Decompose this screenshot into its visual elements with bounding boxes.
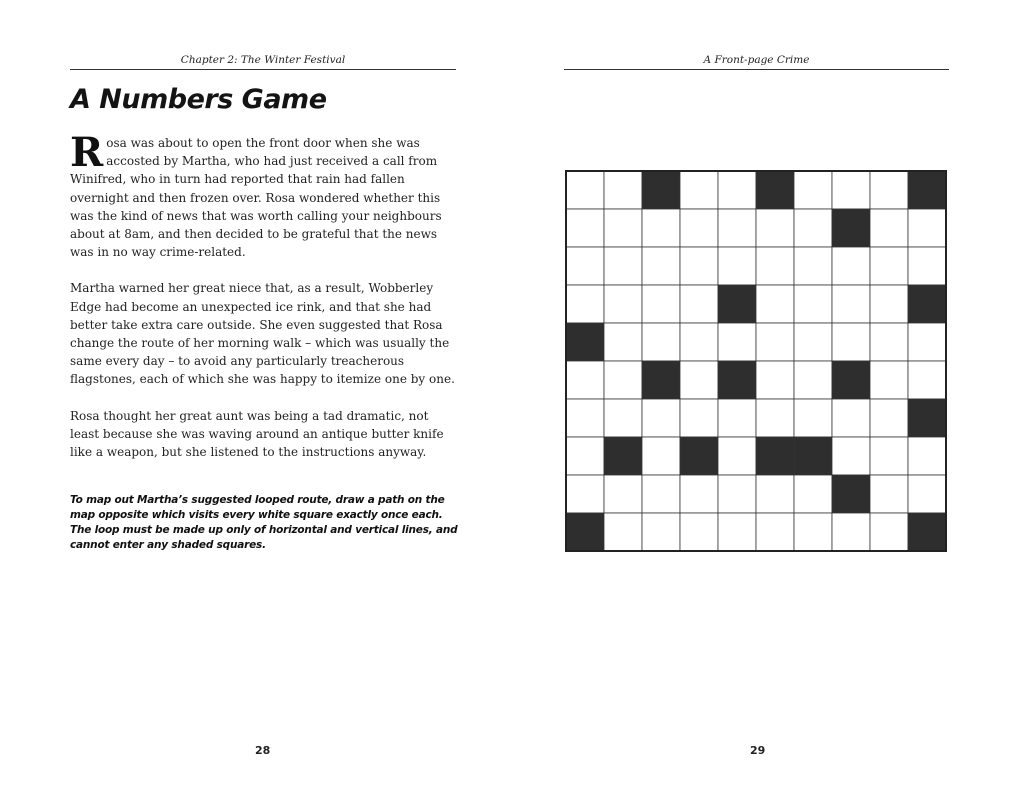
white-cell[interactable] (566, 285, 604, 323)
white-cell[interactable] (680, 361, 718, 399)
white-cell[interactable] (756, 399, 794, 437)
page-number-right: 29 (750, 744, 766, 757)
white-cell[interactable] (870, 209, 908, 247)
white-cell[interactable] (604, 513, 642, 551)
white-cell[interactable] (566, 171, 604, 209)
white-cell[interactable] (908, 247, 946, 285)
white-cell[interactable] (794, 513, 832, 551)
white-cell[interactable] (756, 209, 794, 247)
white-cell[interactable] (794, 285, 832, 323)
puzzle-instructions: To map out Martha’s suggested looped route, draw a path on the map opposite which visits every white square exactly once each. The loop must be made up only of horizontal and vertical lines, and cannot enter any shaded squares. (70, 494, 458, 551)
white-cell[interactable] (604, 285, 642, 323)
white-cell[interactable] (680, 171, 718, 209)
white-cell[interactable] (870, 323, 908, 361)
white-cell[interactable] (718, 209, 756, 247)
shaded-cell (642, 361, 680, 399)
white-cell[interactable] (718, 323, 756, 361)
shaded-cell (832, 475, 870, 513)
white-cell[interactable] (680, 475, 718, 513)
white-cell[interactable] (794, 171, 832, 209)
puzzle-grid[interactable] (565, 170, 947, 552)
white-cell[interactable] (604, 323, 642, 361)
white-cell[interactable] (870, 399, 908, 437)
white-cell[interactable] (870, 171, 908, 209)
shaded-cell (718, 361, 756, 399)
white-cell[interactable] (642, 475, 680, 513)
white-cell[interactable] (832, 437, 870, 475)
paragraph-1 (70, 129, 460, 261)
shaded-cell (832, 361, 870, 399)
white-cell[interactable] (642, 437, 680, 475)
shaded-cell (718, 285, 756, 323)
white-cell[interactable] (642, 323, 680, 361)
white-cell[interactable] (680, 247, 718, 285)
shaded-cell (642, 171, 680, 209)
white-cell[interactable] (680, 285, 718, 323)
white-cell[interactable] (832, 247, 870, 285)
white-cell[interactable] (718, 475, 756, 513)
white-cell[interactable] (870, 361, 908, 399)
white-cell[interactable] (794, 475, 832, 513)
paragraph-1-text: osa was about to open the front door when she was accosted by Martha, who had just received a call from Winifred, who in turn had reported that rain had fallen overnight and then frozen over. Rosa wondered whether this was the kind of news that was worth calling your neighbours about at 8am, and then decided to be grateful that the news was in no way crime-related. (70, 136, 442, 260)
white-cell[interactable] (794, 399, 832, 437)
white-cell[interactable] (604, 475, 642, 513)
shaded-cell (908, 399, 946, 437)
white-cell[interactable] (832, 399, 870, 437)
body-text (70, 129, 460, 479)
white-cell[interactable] (680, 399, 718, 437)
paragraph-3: Rosa thought her great aunt was being a tad dramatic, not least because she was waving around an antique butter knife like a weapon, but she listened to the instructions anyway. (70, 408, 444, 460)
white-cell[interactable] (756, 513, 794, 551)
white-cell[interactable] (870, 437, 908, 475)
page-number-left: 28 (255, 744, 271, 757)
white-cell[interactable] (718, 513, 756, 551)
white-cell[interactable] (756, 361, 794, 399)
white-cell[interactable] (794, 323, 832, 361)
white-cell[interactable] (756, 247, 794, 285)
running-head-left: Chapter 2: The Winter Festival (70, 54, 456, 70)
white-cell[interactable] (566, 399, 604, 437)
puzzle-grid-svg (565, 170, 947, 552)
shaded-cell (794, 437, 832, 475)
white-cell[interactable] (718, 247, 756, 285)
white-cell[interactable] (908, 323, 946, 361)
white-cell[interactable] (870, 285, 908, 323)
white-cell[interactable] (718, 437, 756, 475)
white-cell[interactable] (680, 323, 718, 361)
white-cell[interactable] (604, 361, 642, 399)
white-cell[interactable] (642, 247, 680, 285)
shaded-cell (604, 437, 642, 475)
white-cell[interactable] (604, 171, 642, 209)
shaded-cell (756, 437, 794, 475)
shaded-cell (566, 323, 604, 361)
white-cell[interactable] (794, 247, 832, 285)
white-cell[interactable] (642, 209, 680, 247)
white-cell[interactable] (604, 247, 642, 285)
white-cell[interactable] (756, 285, 794, 323)
white-cell[interactable] (566, 475, 604, 513)
white-cell[interactable] (832, 323, 870, 361)
white-cell[interactable] (870, 513, 908, 551)
white-cell[interactable] (680, 209, 718, 247)
white-cell[interactable] (680, 513, 718, 551)
white-cell[interactable] (642, 399, 680, 437)
shaded-cell (832, 209, 870, 247)
white-cell[interactable] (832, 513, 870, 551)
shaded-cell (908, 285, 946, 323)
white-cell[interactable] (566, 361, 604, 399)
white-cell[interactable] (566, 209, 604, 247)
white-cell[interactable] (718, 171, 756, 209)
white-cell[interactable] (832, 171, 870, 209)
shaded-cell (756, 171, 794, 209)
white-cell[interactable] (794, 361, 832, 399)
white-cell[interactable] (794, 209, 832, 247)
white-cell[interactable] (604, 209, 642, 247)
drop-cap: R (70, 129, 104, 176)
white-cell[interactable] (642, 513, 680, 551)
white-cell[interactable] (908, 475, 946, 513)
white-cell[interactable] (870, 247, 908, 285)
running-head-right: A Front-page Crime (564, 54, 949, 70)
paragraph-2: Martha warned her great niece that, as a result, Wobberley Edge had become an unexpected ice rink, and that she had better take extra care outside. She even suggested that Rosa change the route of her morning walk – which was usually the same every day – to avoid any particularly treacherous flagstones, each of which she was happy to itemize one by one. (70, 281, 455, 387)
white-cell[interactable] (718, 399, 756, 437)
chapter-title: A Numbers Game (70, 84, 327, 115)
white-cell[interactable] (908, 209, 946, 247)
shaded-cell (566, 513, 604, 551)
white-cell[interactable] (566, 437, 604, 475)
white-cell[interactable] (908, 361, 946, 399)
white-cell[interactable] (566, 247, 604, 285)
white-cell[interactable] (756, 475, 794, 513)
white-cell[interactable] (908, 437, 946, 475)
shaded-cell (908, 171, 946, 209)
white-cell[interactable] (642, 285, 680, 323)
shaded-cell (680, 437, 718, 475)
white-cell[interactable] (870, 475, 908, 513)
white-cell[interactable] (756, 323, 794, 361)
white-cell[interactable] (604, 399, 642, 437)
right-page (510, 0, 1020, 806)
shaded-cell (908, 513, 946, 551)
white-cell[interactable] (832, 285, 870, 323)
